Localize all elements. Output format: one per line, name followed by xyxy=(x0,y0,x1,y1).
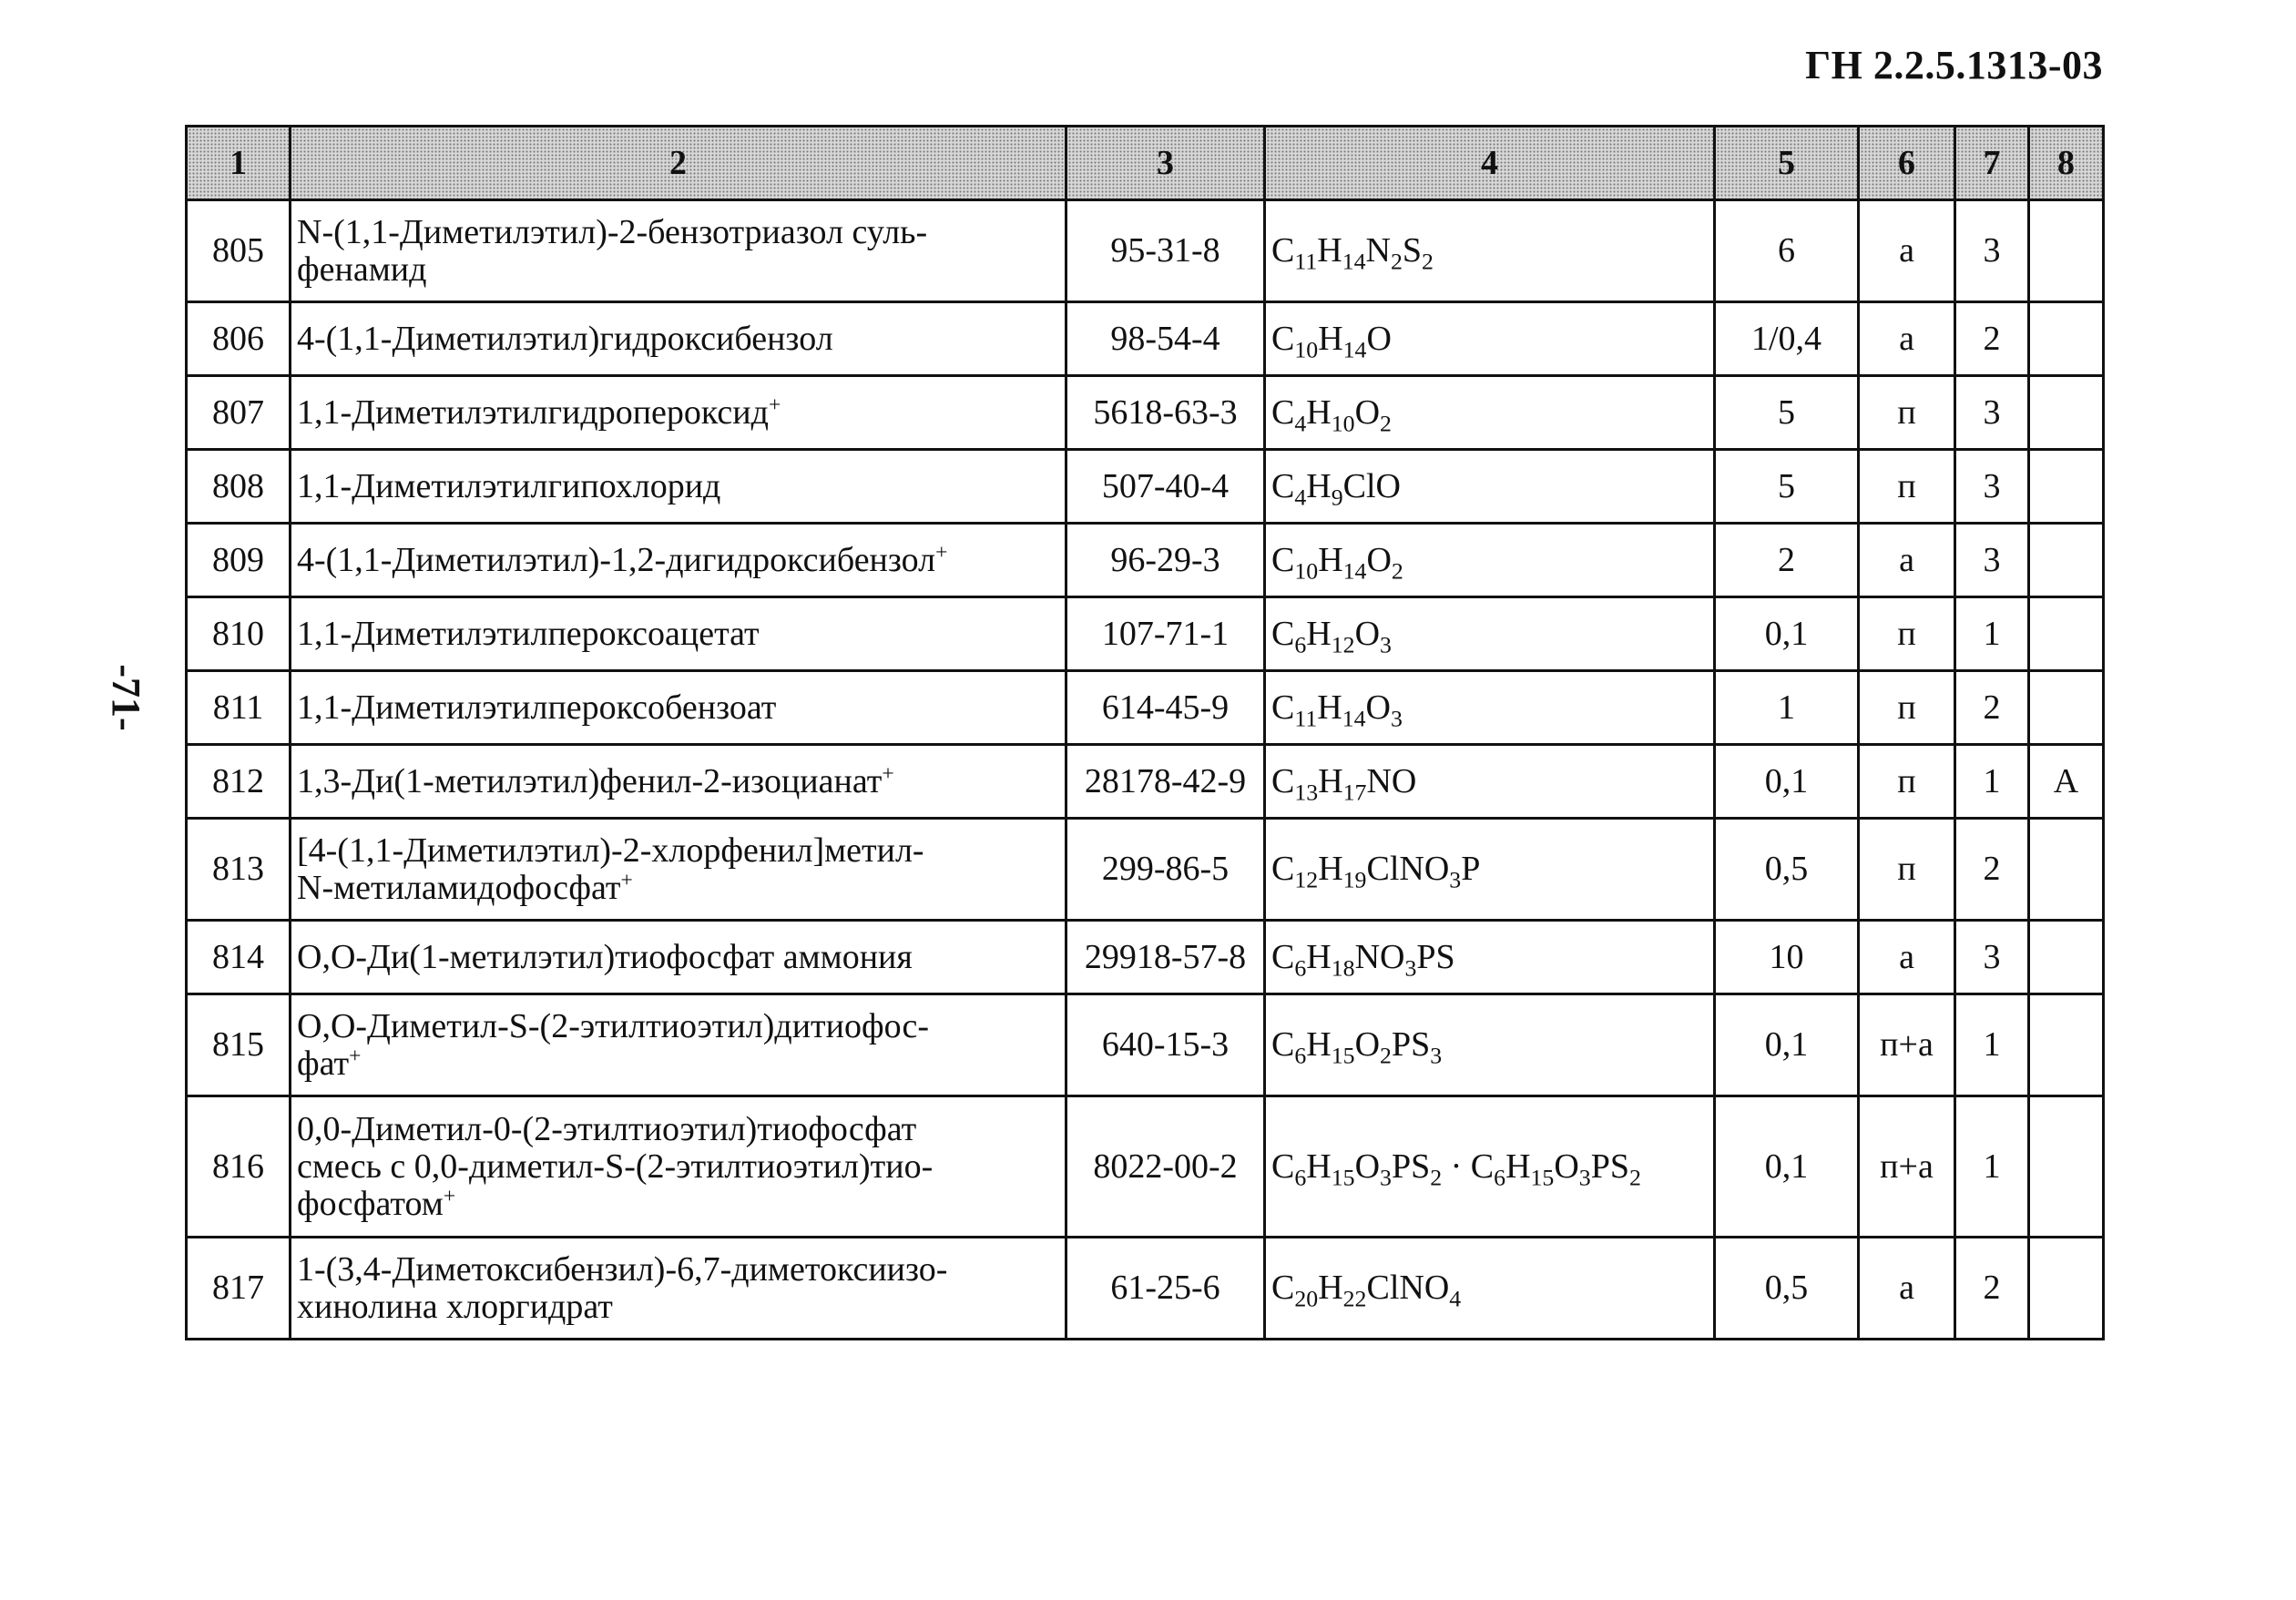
formula-text: ClNO xyxy=(1366,850,1450,888)
formula-cell xyxy=(1265,376,1715,450)
formula-text: O xyxy=(1354,1025,1381,1064)
formula-subscript: 15 xyxy=(1331,1164,1355,1191)
formula-subscript: 15 xyxy=(1331,1042,1355,1069)
formula-text: C xyxy=(1271,231,1295,270)
formula-text: PS xyxy=(1391,1146,1431,1186)
cas-number-cell: 507-40-4 xyxy=(1066,450,1265,524)
formula-text: O xyxy=(1366,540,1392,579)
formula-subscript: 11 xyxy=(1294,705,1318,732)
row-number-cell: 814 xyxy=(187,921,291,994)
formula-text: C xyxy=(1271,688,1295,727)
name-line: О,О-Диметил-S-(2-этилтиоэтил)дитиофос- xyxy=(297,1006,930,1045)
formula-text: H xyxy=(1318,319,1343,358)
row-number-cell: 808 xyxy=(187,450,291,524)
formula-subscript: 2 xyxy=(1390,248,1403,275)
table-row xyxy=(187,200,2104,302)
note-cell xyxy=(2029,1096,2104,1238)
formula-subscript: 10 xyxy=(1294,336,1319,363)
note-cell xyxy=(2029,302,2104,376)
plus-marker: + xyxy=(935,539,948,564)
formula-subscript: 4 xyxy=(1449,1285,1462,1312)
header-cell-3: 3 xyxy=(1066,127,1265,200)
cas-number-cell: 29918-57-8 xyxy=(1066,921,1265,994)
hazard-class-cell: 2 xyxy=(1955,1238,2029,1340)
limit-value-cell: 0,5 xyxy=(1715,819,1859,921)
cas-number-cell: 61-25-6 xyxy=(1066,1238,1265,1340)
cas-number-cell: 28178-42-9 xyxy=(1066,745,1265,819)
formula-subscript: 4 xyxy=(1294,410,1307,437)
cas-number-cell: 107-71-1 xyxy=(1066,597,1265,671)
row-number-cell: 807 xyxy=(187,376,291,450)
formula-cell xyxy=(1265,745,1715,819)
limit-value-cell: 0,1 xyxy=(1715,745,1859,819)
formula-cell xyxy=(1265,1238,1715,1340)
header-cell-1: 1 xyxy=(187,127,291,200)
formula-text: P xyxy=(1461,850,1481,888)
formula-text: C xyxy=(1271,466,1295,505)
formula-subscript: 14 xyxy=(1342,248,1366,275)
page-number: -71- xyxy=(104,664,148,731)
formula-cell xyxy=(1265,597,1715,671)
formula-text: NO xyxy=(1366,761,1417,800)
formula-subscript: 3 xyxy=(1380,631,1392,658)
plus-marker: + xyxy=(443,1183,456,1208)
table-row xyxy=(187,994,2104,1096)
aggregate-state-cell: п xyxy=(1859,745,1955,819)
formula-subscript: 10 xyxy=(1294,557,1319,585)
substance-name-cell xyxy=(291,450,1066,524)
substance-name-cell xyxy=(291,819,1066,921)
formula-subscript: 10 xyxy=(1331,410,1355,437)
formula-text: C xyxy=(1271,540,1295,579)
table-row xyxy=(187,302,2104,376)
name-line: 1,1-Диметилэтилгипохлорид xyxy=(297,466,721,505)
substance-name-cell xyxy=(291,597,1066,671)
plus-marker: + xyxy=(882,760,894,785)
substance-name-cell xyxy=(291,671,1066,745)
substance-name-cell xyxy=(291,200,1066,302)
header-cell-6: 6 xyxy=(1859,127,1955,200)
cas-number-cell: 8022-00-2 xyxy=(1066,1096,1265,1238)
limit-value-cell: 0,1 xyxy=(1715,994,1859,1096)
row-number-cell: 815 xyxy=(187,994,291,1096)
formula-subscript: 6 xyxy=(1494,1164,1506,1191)
formula-text: C xyxy=(1271,1025,1295,1064)
table-row xyxy=(187,376,2104,450)
table-row xyxy=(187,597,2104,671)
aggregate-state-cell: а xyxy=(1859,524,1955,597)
aggregate-state-cell: п+а xyxy=(1859,1096,1955,1238)
substance-name-cell xyxy=(291,376,1066,450)
note-cell xyxy=(2029,671,2104,745)
formula-cell xyxy=(1265,1096,1715,1238)
formula-subscript: 3 xyxy=(1449,866,1462,893)
cas-number-cell: 299-86-5 xyxy=(1066,819,1265,921)
aggregate-state-cell: а xyxy=(1859,921,1955,994)
hazard-class-cell: 3 xyxy=(1955,200,2029,302)
note-cell xyxy=(2029,376,2104,450)
formula-text: C xyxy=(1271,850,1295,888)
formula-text: H xyxy=(1318,850,1343,888)
formula-text: C xyxy=(1271,319,1295,358)
formula-subscript: 19 xyxy=(1342,866,1367,893)
formula-cell xyxy=(1265,671,1715,745)
substance-name-cell xyxy=(291,994,1066,1096)
formula-text: PS xyxy=(1391,1025,1431,1064)
formula-text: H xyxy=(1306,614,1332,653)
limit-value-cell: 0,5 xyxy=(1715,1238,1859,1340)
formula-cell xyxy=(1265,200,1715,302)
header-cell-7: 7 xyxy=(1955,127,2029,200)
hazard-class-cell: 1 xyxy=(1955,597,2029,671)
limit-value-cell: 1/0,4 xyxy=(1715,302,1859,376)
aggregate-state-cell: п xyxy=(1859,671,1955,745)
formula-cell xyxy=(1265,819,1715,921)
formula-text: O xyxy=(1366,319,1392,358)
row-number-cell: 810 xyxy=(187,597,291,671)
formula-text: H xyxy=(1306,937,1332,976)
name-line: фат xyxy=(297,1044,350,1083)
formula-text: NO xyxy=(1354,937,1405,976)
formula-text: C xyxy=(1271,761,1295,800)
formula-subscript: 22 xyxy=(1342,1285,1367,1312)
formula-text: O xyxy=(1354,614,1381,653)
formula-text: H xyxy=(1318,761,1343,800)
formula-subscript: 14 xyxy=(1342,336,1367,363)
formula-text: H xyxy=(1317,688,1342,727)
formula-text: · C xyxy=(1442,1146,1495,1186)
note-cell xyxy=(2029,597,2104,671)
name-line: 4-(1,1-Диметилэтил)-1,2-дигидроксибензол xyxy=(297,540,936,579)
hazard-class-cell: 2 xyxy=(1955,671,2029,745)
limit-value-cell: 0,1 xyxy=(1715,1096,1859,1238)
note-cell xyxy=(2029,819,2104,921)
row-number-cell: 806 xyxy=(187,302,291,376)
formula-text: ClO xyxy=(1342,466,1402,505)
formula-subscript: 2 xyxy=(1430,1164,1443,1191)
formula-subscript: 17 xyxy=(1342,779,1367,806)
formula-subscript: 12 xyxy=(1294,866,1319,893)
formula-subscript: 3 xyxy=(1578,1164,1591,1191)
aggregate-state-cell: п xyxy=(1859,597,1955,671)
hazard-class-cell: 2 xyxy=(1955,302,2029,376)
name-line: фосфатом xyxy=(297,1184,444,1223)
name-line: N-(1,1-Диметилэтил)-2-бензотриазол суль- xyxy=(297,212,928,251)
formula-subscript: 2 xyxy=(1391,557,1403,585)
formula-text: PS xyxy=(1590,1146,1629,1186)
row-number-cell: 817 xyxy=(187,1238,291,1340)
formula-cell xyxy=(1265,450,1715,524)
limit-value-cell: 0,1 xyxy=(1715,597,1859,671)
header-cell-5: 5 xyxy=(1715,127,1859,200)
formula-text: C xyxy=(1271,614,1295,653)
limit-value-cell: 5 xyxy=(1715,376,1859,450)
header-cell-8: 8 xyxy=(2029,127,2104,200)
formula-text: PS xyxy=(1416,937,1455,976)
formula-text: N xyxy=(1365,231,1391,270)
formula-text: O xyxy=(1354,392,1381,432)
name-line: О,О-Ди(1-метилэтил)тиофосфат аммония xyxy=(297,937,913,976)
formula-text: O xyxy=(1354,1146,1381,1186)
formula-subscript: 4 xyxy=(1294,484,1307,511)
formula-text: H xyxy=(1306,1146,1332,1186)
formula-cell xyxy=(1265,302,1715,376)
aggregate-state-cell: а xyxy=(1859,1238,1955,1340)
formula-subscript: 6 xyxy=(1294,1164,1307,1191)
table-row xyxy=(187,819,2104,921)
formula-subscript: 9 xyxy=(1331,484,1343,511)
formula-subscript: 2 xyxy=(1629,1164,1641,1191)
name-line: 4-(1,1-Диметилэтил)гидроксибензол xyxy=(297,319,833,358)
hazard-class-cell: 3 xyxy=(1955,524,2029,597)
formula-subscript: 2 xyxy=(1380,410,1392,437)
formula-subscript: 13 xyxy=(1294,779,1319,806)
table-row xyxy=(187,1096,2104,1238)
hazard-class-cell: 1 xyxy=(1955,994,2029,1096)
hazard-class-cell: 3 xyxy=(1955,450,2029,524)
table-row xyxy=(187,671,2104,745)
note-cell xyxy=(2029,450,2104,524)
note-cell xyxy=(2029,1238,2104,1340)
cas-number-cell: 96-29-3 xyxy=(1066,524,1265,597)
formula-text: H xyxy=(1318,1269,1343,1307)
formula-subscript: 6 xyxy=(1294,1042,1307,1069)
row-number-cell: 811 xyxy=(187,671,291,745)
plus-marker: + xyxy=(349,1043,362,1067)
hazard-class-cell: 1 xyxy=(1955,1096,2029,1238)
formula-subscript: 2 xyxy=(1380,1042,1392,1069)
name-line: 1,3-Ди(1-метилэтил)фенил-2-изоцианат xyxy=(297,761,883,800)
substance-name-cell xyxy=(291,1238,1066,1340)
name-line: 0,0-Диметил-0-(2-этилтиоэтил)тиофосфат xyxy=(297,1109,917,1148)
formula-subscript: 2 xyxy=(1422,248,1434,275)
formula-text: H xyxy=(1317,231,1342,270)
name-line: [4-(1,1-Диметилэтил)-2-хлорфенил]метил- xyxy=(297,831,924,870)
formula-subscript: 3 xyxy=(1430,1042,1443,1069)
hazard-class-cell: 2 xyxy=(1955,819,2029,921)
plus-marker: + xyxy=(768,392,781,416)
formula-text: C xyxy=(1271,1146,1295,1186)
row-number-cell: 813 xyxy=(187,819,291,921)
row-number-cell: 805 xyxy=(187,200,291,302)
formula-subscript: 15 xyxy=(1530,1164,1555,1191)
substance-name-cell xyxy=(291,524,1066,597)
formula-subscript: 14 xyxy=(1342,557,1367,585)
table-row xyxy=(187,524,2104,597)
aggregate-state-cell: п+а xyxy=(1859,994,1955,1096)
row-number-cell: 812 xyxy=(187,745,291,819)
formula-subscript: 3 xyxy=(1404,954,1417,982)
header-cell-4: 4 xyxy=(1265,127,1715,200)
formula-text: O xyxy=(1365,688,1391,727)
formula-text: H xyxy=(1318,540,1343,579)
note-cell xyxy=(2029,524,2104,597)
limit-value-cell: 5 xyxy=(1715,450,1859,524)
formula-subscript: 11 xyxy=(1294,248,1318,275)
limit-value-cell: 2 xyxy=(1715,524,1859,597)
formula-text: C xyxy=(1271,1269,1295,1307)
limit-value-cell: 6 xyxy=(1715,200,1859,302)
table-row xyxy=(187,745,2104,819)
substance-name-cell xyxy=(291,921,1066,994)
header-cell-2: 2 xyxy=(291,127,1066,200)
name-line: N-метиламидофосфат xyxy=(297,868,621,907)
formula-text: ClNO xyxy=(1366,1269,1450,1307)
cas-number-cell: 614-45-9 xyxy=(1066,671,1265,745)
hazard-class-cell: 3 xyxy=(1955,376,2029,450)
formula-subscript: 20 xyxy=(1294,1285,1319,1312)
substance-name-cell xyxy=(291,302,1066,376)
document-code: ГН 2.2.5.1313-03 xyxy=(1805,43,2103,87)
name-line: 1,1-Диметилэтилпероксобензоат xyxy=(297,688,777,727)
table-row xyxy=(187,921,2104,994)
cas-number-cell: 640-15-3 xyxy=(1066,994,1265,1096)
formula-text: H xyxy=(1505,1146,1531,1186)
limit-value-cell: 10 xyxy=(1715,921,1859,994)
table-row xyxy=(187,450,2104,524)
formula-subscript: 12 xyxy=(1331,631,1355,658)
formula-text: H xyxy=(1306,466,1332,505)
name-line: смесь с 0,0-диметил-S-(2-этилтиоэтил)тио- xyxy=(297,1146,934,1186)
row-number-cell: 816 xyxy=(187,1096,291,1238)
note-cell xyxy=(2029,921,2104,994)
formula-subscript: 14 xyxy=(1342,705,1366,732)
name-line: фенамид xyxy=(297,250,427,289)
cas-number-cell: 95-31-8 xyxy=(1066,200,1265,302)
cas-number-cell: 98-54-4 xyxy=(1066,302,1265,376)
name-line: 1,1-Диметилэтилпероксоацетат xyxy=(297,614,760,653)
note-cell: А xyxy=(2029,745,2104,819)
formula-subscript: 6 xyxy=(1294,954,1307,982)
aggregate-state-cell: п xyxy=(1859,376,1955,450)
substance-name-cell xyxy=(291,1096,1066,1238)
aggregate-state-cell: п xyxy=(1859,450,1955,524)
cas-number-cell: 5618-63-3 xyxy=(1066,376,1265,450)
substance-name-cell xyxy=(291,745,1066,819)
name-line: 1,1-Диметилэтилгидропероксид xyxy=(297,392,769,432)
formula-subscript: 6 xyxy=(1294,631,1307,658)
aggregate-state-cell: а xyxy=(1859,200,1955,302)
hazard-class-cell: 3 xyxy=(1955,921,2029,994)
table-row xyxy=(187,1238,2104,1340)
formula-text: C xyxy=(1271,392,1295,432)
plus-marker: + xyxy=(620,867,633,892)
formula-text: O xyxy=(1554,1146,1579,1186)
aggregate-state-cell: а xyxy=(1859,302,1955,376)
limit-value-cell: 1 xyxy=(1715,671,1859,745)
name-line: 1-(3,4-Диметоксибензил)-6,7-диметоксиизо- xyxy=(297,1249,948,1289)
formula-cell xyxy=(1265,524,1715,597)
formula-cell xyxy=(1265,994,1715,1096)
hazard-class-cell: 1 xyxy=(1955,745,2029,819)
formula-subscript: 3 xyxy=(1390,705,1403,732)
formula-subscript: 18 xyxy=(1331,954,1355,982)
substances-table xyxy=(185,125,2105,1340)
note-cell xyxy=(2029,200,2104,302)
aggregate-state-cell: п xyxy=(1859,819,1955,921)
formula-text: C xyxy=(1271,937,1295,976)
row-number-cell: 809 xyxy=(187,524,291,597)
header-row xyxy=(187,127,2104,200)
formula-subscript: 3 xyxy=(1380,1164,1392,1191)
note-cell xyxy=(2029,994,2104,1096)
formula-text: H xyxy=(1306,1025,1332,1064)
formula-cell xyxy=(1265,921,1715,994)
formula-text: H xyxy=(1306,392,1332,432)
formula-text: S xyxy=(1402,231,1423,270)
name-line: хинолина хлоргидрат xyxy=(297,1287,613,1326)
